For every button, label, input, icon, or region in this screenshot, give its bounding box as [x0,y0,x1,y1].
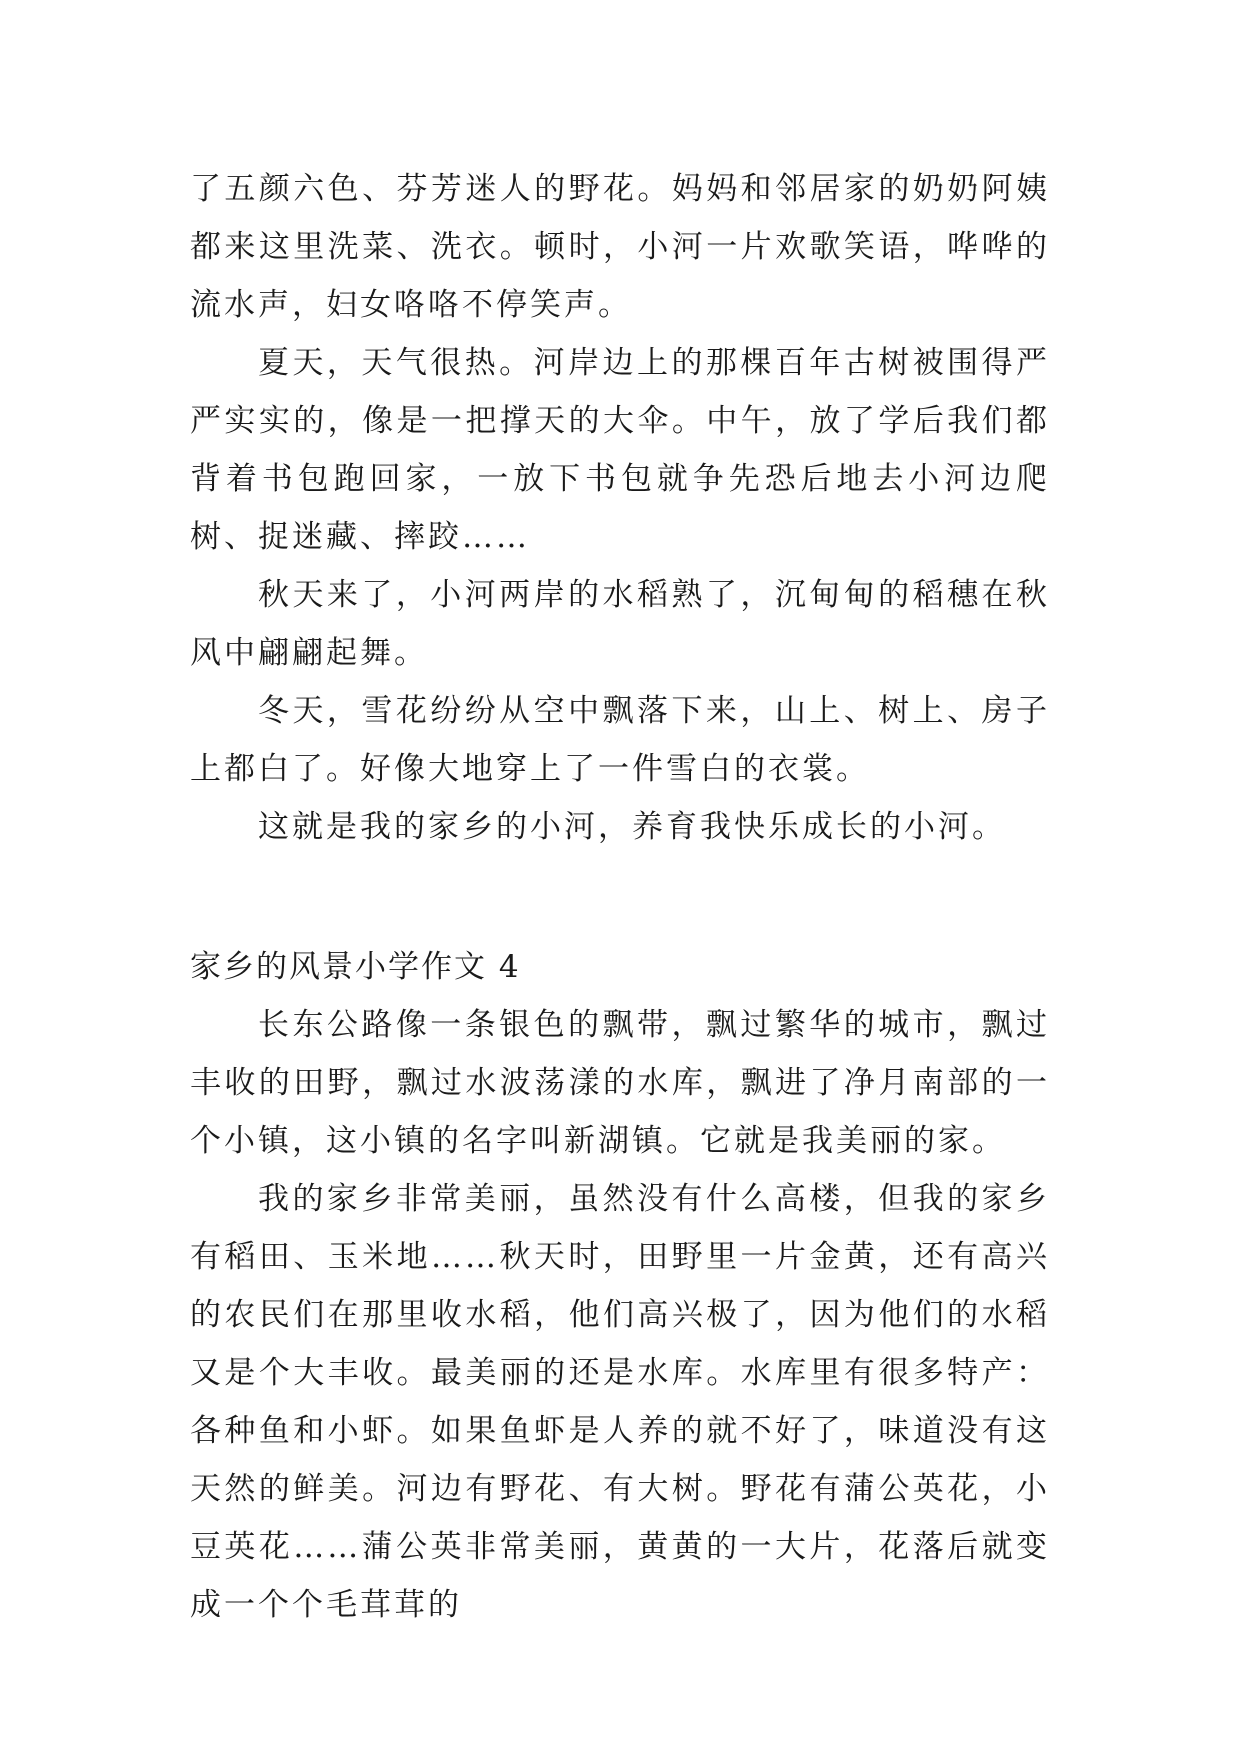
paragraph-hometown: 我的家乡非常美丽，虽然没有什么高楼，但我的家乡有稻田、玉米地……秋天时，田野里一片金黄，还有高兴的农民们在那里收水稻，他们高兴极了，因为他们的水稻又是个大丰收。最美丽的还是水库。水库里有很多特产：各种鱼和小虾。如果鱼虾是人养的就不好了，味道没有这天然的鲜美。河边有野花、有大树。野花有蒲公英花，小豆英花……蒲公英非常美丽，黄黄的一大片，花落后就变成一个个毛茸茸的 [190,1181,1050,1623]
section-gap [190,856,1050,938]
paragraph-intro: 长东公路像一条银色的飘带，飘过繁华的城市，飘过丰收的田野，飘过水波荡漾的水库，飘进了净月南部的一个小镇，这小镇的名字叫新湖镇。它就是我美丽的家。 [190,1007,1050,1159]
paragraph-closing: 这就是我的家乡的小河，养育我快乐成长的小河。 [258,809,1006,845]
section-title: 家乡的风景小学作文 4 [190,949,521,985]
paragraph-autumn: 秋天来了，小河两岸的水稻熟了，沉甸甸的稻穗在秋风中翩翩起舞。 [190,577,1050,671]
paragraph-continued: 了五颜六色、芬芳迷人的野花。妈妈和邻居家的奶奶阿姨都来这里洗菜、洗衣。顿时，小河一片欢歌笑语，哗哗的流水声，妇女咯咯不停笑声。 [190,171,1050,323]
paragraph-summer: 夏天，天气很热。河岸边上的那棵百年古树被围得严严实实的，像是一把撑天的大伞。中午，放了学后我们都背着书包跑回家，一放下书包就争先恐后地去小河边爬树、捉迷藏、摔跤…… [190,345,1050,555]
paragraph-winter: 冬天，雪花纷纷从空中飘落下来，山上、树上、房子上都白了。好像大地穿上了一件雪白的衣裳。 [190,693,1050,787]
document-body [190,160,1050,1634]
